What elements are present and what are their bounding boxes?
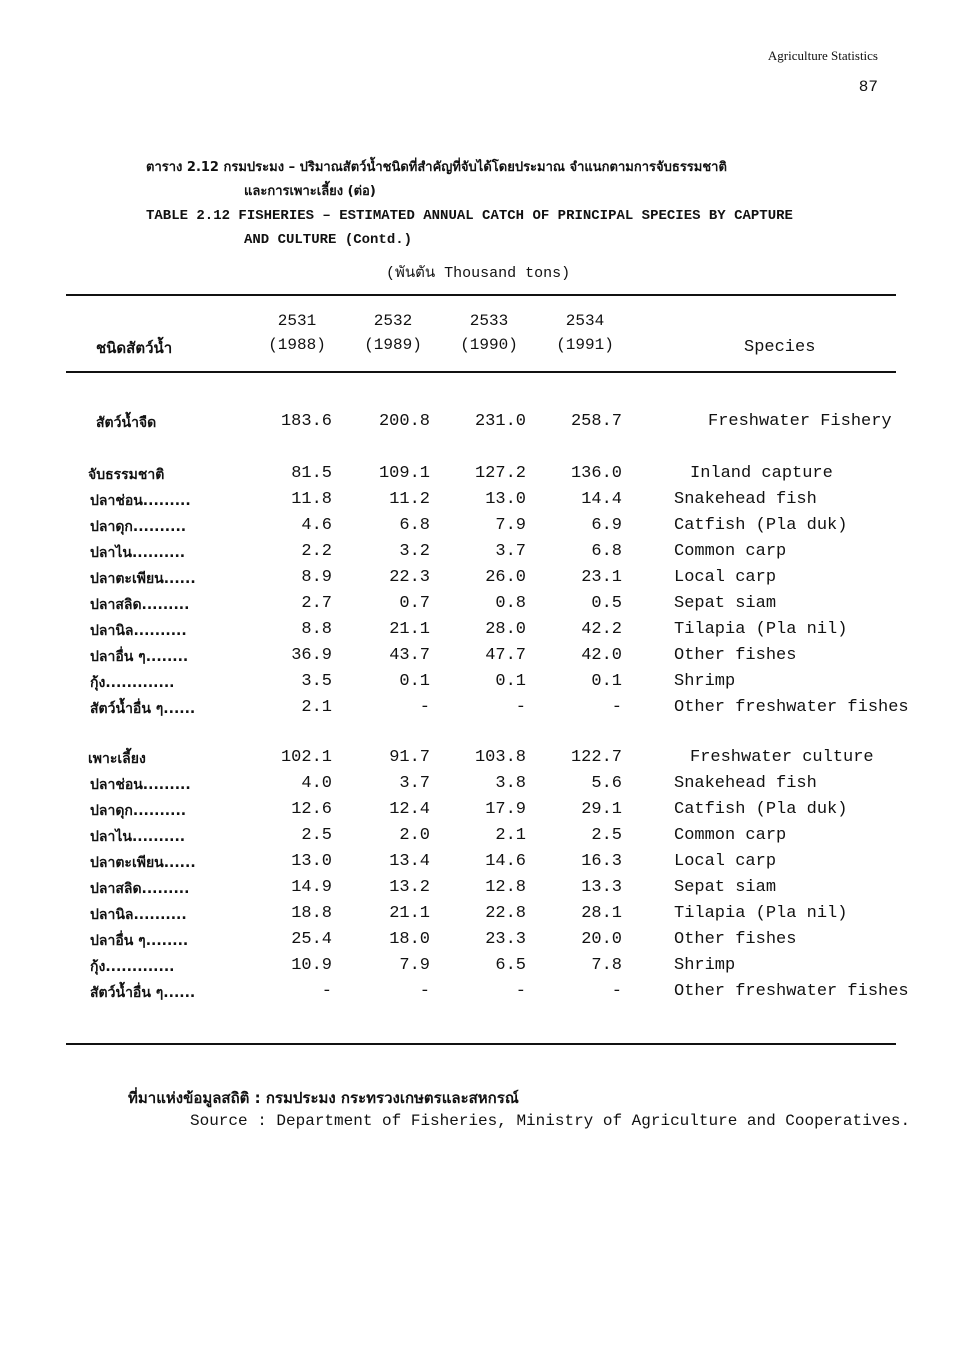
row-value-year-2: 11.2 (389, 490, 430, 509)
row-value-year-1: - (321, 982, 332, 1001)
row-value-year-1: 11.8 (291, 490, 332, 509)
table-top-rule (66, 294, 896, 296)
row-value-year-3: - (515, 698, 526, 717)
row-value-year-3: 28.0 (485, 620, 526, 639)
header-year-3-thai: 2533 (469, 312, 509, 330)
row-value-year-2: 0.1 (399, 672, 430, 691)
header-species-english: Species (744, 338, 816, 357)
row-value-year-4: 23.1 (581, 568, 622, 587)
table-bottom-rule (66, 1043, 896, 1045)
row-value-year-4: 258.7 (570, 412, 622, 431)
row-label-thai: สัตว์น้ำจืด (96, 415, 157, 431)
header-year-2-thai: 2532 (373, 312, 413, 330)
row-value-year-1: 25.4 (291, 930, 332, 949)
row-value-year-2: - (419, 982, 430, 1001)
row-label-thai: สัตว์น้ำอื่น ๆ...... (90, 701, 196, 717)
table-row (0, 542, 966, 568)
header-year-2-ad: (1989) (364, 336, 422, 354)
row-value-year-4: - (611, 982, 622, 1001)
table-row (0, 904, 966, 930)
row-value-year-4: 5.6 (591, 774, 622, 793)
row-value-year-3: 2.1 (495, 826, 526, 845)
header-year-4-thai: 2534 (565, 312, 605, 330)
row-value-year-3: 26.0 (485, 568, 526, 587)
row-value-year-2: 43.7 (389, 646, 430, 665)
row-value-year-1: 4.0 (301, 774, 332, 793)
row-value-year-3: 23.3 (485, 930, 526, 949)
row-value-year-3: 6.5 (495, 956, 526, 975)
row-label-thai: ปลาไน.......... (90, 545, 186, 561)
row-species-english: Local carp (674, 568, 777, 587)
row-value-year-3: 47.7 (485, 646, 526, 665)
row-species-english: Tilapia (Pla nil) (674, 904, 848, 923)
row-value-year-4: 6.8 (591, 542, 622, 561)
row-value-year-3: 17.9 (485, 800, 526, 819)
table-row (0, 568, 966, 594)
row-value-year-2: 3.7 (399, 774, 430, 793)
row-value-year-2: 3.2 (399, 542, 430, 561)
header-year-1 (252, 312, 342, 354)
table-title-english-continued: AND CULTURE (Contd.) (244, 232, 413, 248)
row-value-year-1: 183.6 (280, 412, 332, 431)
row-value-year-1: 18.8 (291, 904, 332, 923)
row-value-year-2: 22.3 (389, 568, 430, 587)
row-value-year-1: 14.9 (291, 878, 332, 897)
running-head: Agriculture Statistics (767, 48, 878, 63)
header-year-2 (348, 312, 438, 354)
row-value-year-2: 109.1 (378, 464, 430, 483)
row-value-year-3: 3.7 (495, 542, 526, 561)
table-row (0, 956, 966, 982)
table-title-thai: ตาราง 2.12 กรมประมง – ปริมาณสัตว์น้ำชนิดที่สำคัญที่จับได้โดยประมาณ จำแนกตามการจับธรรมชาติ (146, 160, 727, 175)
unit-line: (พันตัน Thousand tons) (386, 265, 571, 282)
row-value-year-4: 28.1 (581, 904, 622, 923)
header-year-4-ad: (1991) (556, 336, 614, 354)
row-value-year-1: 36.9 (291, 646, 332, 665)
table-row (0, 594, 966, 620)
row-value-year-3: - (515, 982, 526, 1001)
row-value-year-2: 0.7 (399, 594, 430, 613)
row-value-year-1: 8.9 (301, 568, 332, 587)
header-year-3 (444, 312, 534, 354)
row-value-year-3: 231.0 (474, 412, 526, 431)
row-label-thai: ปลาอื่น ๆ........ (90, 933, 189, 949)
row-label-thai: กุ้ง............. (90, 675, 175, 691)
row-value-year-1: 102.1 (280, 748, 332, 767)
row-label-thai: ปลาช่อน......... (90, 493, 191, 509)
table-row (0, 930, 966, 956)
source-note-thai: ที่มาแห่งข้อมูลสถิติ : กรมประมง กระทรวงเกษตรและสหกรณ์ (128, 1089, 519, 1107)
table-row (0, 748, 966, 774)
table-row (0, 878, 966, 904)
row-value-year-3: 12.8 (485, 878, 526, 897)
row-label-thai: ปลาดุก.......... (90, 803, 187, 819)
row-value-year-4: 7.8 (591, 956, 622, 975)
row-value-year-4: 6.9 (591, 516, 622, 535)
row-value-year-3: 14.6 (485, 852, 526, 871)
row-value-year-2: 21.1 (389, 904, 430, 923)
page-number: 87 (858, 78, 878, 96)
row-value-year-1: 13.0 (291, 852, 332, 871)
row-value-year-4: 13.3 (581, 878, 622, 897)
header-year-4 (540, 312, 630, 354)
row-value-year-4: 122.7 (570, 748, 622, 767)
row-label-thai: เพาะเลี้ยง (88, 751, 146, 767)
row-value-year-4: 0.5 (591, 594, 622, 613)
row-value-year-2: 200.8 (378, 412, 430, 431)
row-species-english: Inland capture (690, 464, 833, 483)
row-value-year-3: 3.8 (495, 774, 526, 793)
row-value-year-3: 22.8 (485, 904, 526, 923)
row-species-english: Freshwater Fishery (708, 412, 892, 431)
row-label-thai: ปลาไน.......... (90, 829, 186, 845)
row-value-year-4: 42.0 (581, 646, 622, 665)
row-species-english: Tilapia (Pla nil) (674, 620, 848, 639)
row-species-english: Other fishes (674, 930, 797, 949)
row-species-english: Sepat siam (674, 594, 777, 613)
row-value-year-3: 127.2 (474, 464, 526, 483)
row-label-thai: จับธรรมชาติ (88, 467, 165, 483)
row-label-thai: ปลาอื่น ๆ........ (90, 649, 189, 665)
row-value-year-1: 3.5 (301, 672, 332, 691)
row-species-english: Snakehead fish (674, 490, 817, 509)
row-value-year-3: 0.8 (495, 594, 526, 613)
row-label-thai: ปลานิล.......... (90, 623, 187, 639)
row-value-year-1: 2.2 (301, 542, 332, 561)
table-title-english: TABLE 2.12 FISHERIES – ESTIMATED ANNUAL CATCH OF PRINCIPAL SPECIES BY CAPTURE (146, 208, 793, 224)
row-value-year-2: 13.2 (389, 878, 430, 897)
row-value-year-4: 2.5 (591, 826, 622, 845)
row-species-english: Other freshwater fishes (674, 982, 909, 1001)
table-row (0, 490, 966, 516)
row-value-year-4: 136.0 (570, 464, 622, 483)
row-label-thai: กุ้ง............. (90, 959, 175, 975)
table-row (0, 698, 966, 724)
row-species-english: Local carp (674, 852, 777, 871)
table-row (0, 620, 966, 646)
row-label-thai: ปลาตะเพียน...... (90, 571, 196, 587)
row-species-english: Freshwater culture (690, 748, 874, 767)
row-value-year-2: 2.0 (399, 826, 430, 845)
row-value-year-3: 0.1 (495, 672, 526, 691)
table-row (0, 800, 966, 826)
table-row (0, 852, 966, 878)
row-species-english: Snakehead fish (674, 774, 817, 793)
row-species-english: Sepat siam (674, 878, 777, 897)
row-label-thai: สัตว์น้ำอื่น ๆ...... (90, 985, 196, 1001)
row-species-english: Shrimp (674, 956, 736, 975)
row-value-year-4: 0.1 (591, 672, 622, 691)
header-year-3-ad: (1990) (460, 336, 518, 354)
row-value-year-2: 18.0 (389, 930, 430, 949)
table-row (0, 516, 966, 542)
row-label-thai: ปลาดุก.......... (90, 519, 187, 535)
row-species-english: Common carp (674, 542, 787, 561)
row-value-year-1: 2.5 (301, 826, 332, 845)
table-row (0, 412, 966, 438)
table-title-thai-continued: และการเพาะเลี้ยง (ต่อ) (244, 184, 376, 199)
source-note-english: Source : Department of Fisheries, Ministry of Agriculture and Cooperatives. (190, 1112, 911, 1130)
row-value-year-1: 10.9 (291, 956, 332, 975)
row-value-year-1: 12.6 (291, 800, 332, 819)
header-year-1-ad: (1988) (268, 336, 326, 354)
table-row (0, 982, 966, 1008)
row-label-thai: ปลาช่อน......... (90, 777, 191, 793)
row-value-year-2: 91.7 (389, 748, 430, 767)
row-value-year-2: 7.9 (399, 956, 430, 975)
row-species-english: Other fishes (674, 646, 797, 665)
row-value-year-2: 12.4 (389, 800, 430, 819)
row-value-year-4: 29.1 (581, 800, 622, 819)
row-value-year-1: 2.1 (301, 698, 332, 717)
row-value-year-1: 8.8 (301, 620, 332, 639)
row-value-year-3: 7.9 (495, 516, 526, 535)
row-value-year-3: 103.8 (474, 748, 526, 767)
row-species-english: Other freshwater fishes (674, 698, 909, 717)
row-value-year-2: 13.4 (389, 852, 430, 871)
row-species-english: Shrimp (674, 672, 736, 691)
row-species-english: Catfish (Pla duk) (674, 800, 848, 819)
row-value-year-1: 4.6 (301, 516, 332, 535)
row-value-year-4: - (611, 698, 622, 717)
header-species-thai: ชนิดสัตว์น้ำ (96, 339, 173, 357)
row-value-year-3: 13.0 (485, 490, 526, 509)
row-value-year-2: 6.8 (399, 516, 430, 535)
table-row (0, 464, 966, 490)
table-header-rule (66, 371, 896, 373)
row-value-year-4: 16.3 (581, 852, 622, 871)
row-label-thai: ปลาตะเพียน...... (90, 855, 196, 871)
row-value-year-2: - (419, 698, 430, 717)
header-year-1-thai: 2531 (277, 312, 317, 330)
row-label-thai: ปลาสลิด......... (90, 881, 190, 897)
row-label-thai: ปลานิล.......... (90, 907, 187, 923)
row-value-year-4: 14.4 (581, 490, 622, 509)
row-value-year-4: 42.2 (581, 620, 622, 639)
row-value-year-1: 2.7 (301, 594, 332, 613)
row-label-thai: ปลาสลิด......... (90, 597, 190, 613)
row-value-year-2: 21.1 (389, 620, 430, 639)
row-value-year-4: 20.0 (581, 930, 622, 949)
row-species-english: Common carp (674, 826, 787, 845)
table-row (0, 672, 966, 698)
table-row (0, 826, 966, 852)
row-value-year-1: 81.5 (291, 464, 332, 483)
table-row (0, 646, 966, 672)
table-row (0, 774, 966, 800)
row-species-english: Catfish (Pla duk) (674, 516, 848, 535)
